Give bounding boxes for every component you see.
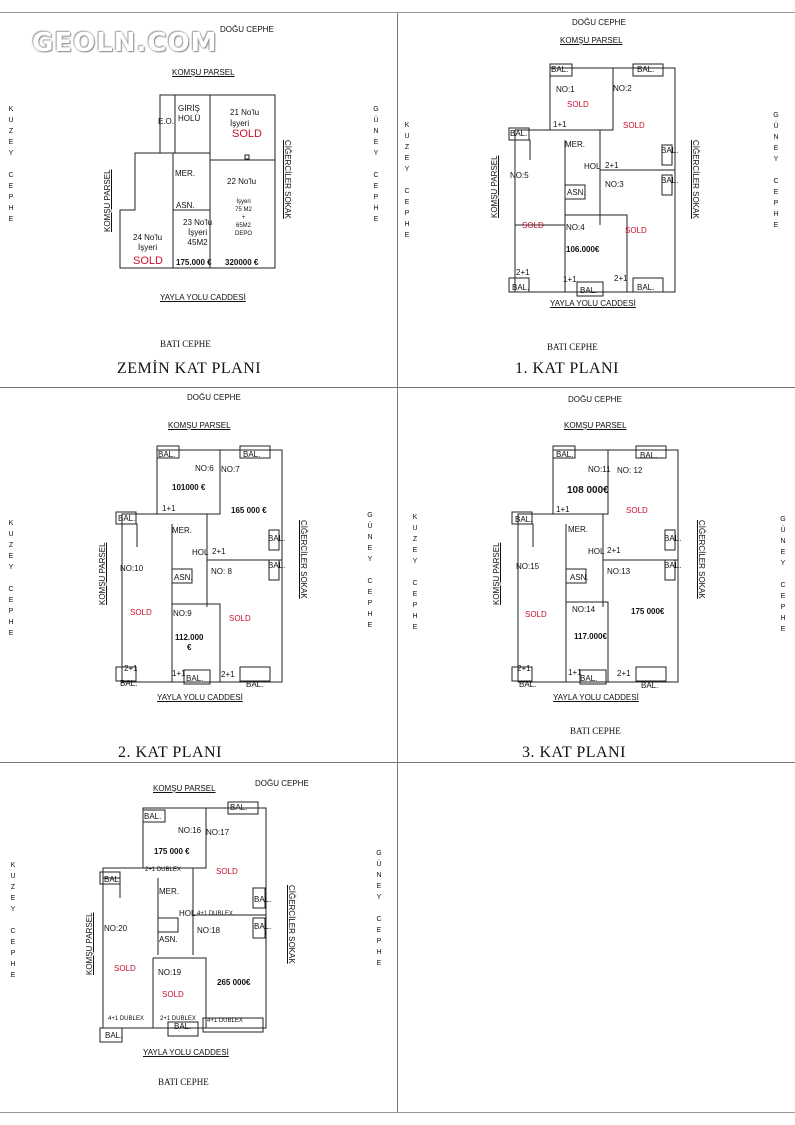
meter-label: MER. — [172, 526, 192, 535]
balcony-label: BAL. — [637, 65, 655, 74]
room-type-label: 1+1 — [563, 275, 577, 284]
west-label: BATI CEPHE — [547, 342, 598, 352]
duplex-type-label: 2+1 DUBLEX — [145, 867, 181, 873]
west-label: BATI CEPHE — [158, 1077, 209, 1087]
room-type-label: 2+1 — [614, 274, 628, 283]
balcony-label: BAL. — [580, 674, 598, 683]
unit8-label: NO: 8 — [211, 567, 232, 576]
unit22-detail: İşyeri 75 M2 + 65M2 DEPO — [235, 199, 253, 237]
room-type-label: 2+1 — [516, 268, 530, 277]
room-type-label: 2+1 — [212, 547, 226, 556]
balcony-label: BAL. — [661, 176, 679, 185]
balcony-label: BAL. — [640, 451, 658, 460]
unit9-label: NO:9 — [173, 609, 192, 618]
unit10-status: SOLD — [130, 608, 152, 617]
balcony-label: BAL. — [268, 534, 286, 543]
elevator-label: ASN. — [567, 188, 586, 197]
room-type-label: 2+1 — [617, 669, 631, 678]
street-label: YAYLA YOLU CADDESİ — [550, 299, 636, 308]
neighbor-side-label: KOMŞU PARSEL — [98, 542, 107, 605]
unit3-label: NO:3 — [605, 180, 624, 189]
east-label: DOĞU CEPHE — [568, 395, 622, 404]
unit24-label: 24 No'lu İşyeri — [133, 233, 163, 252]
unit4-label: NO:4 — [566, 223, 585, 232]
unit16-price: 175 000 € — [154, 847, 190, 856]
unit17-status: SOLD — [216, 867, 238, 876]
unit10-label: NO:10 — [120, 564, 144, 573]
street-label: YAYLA YOLU CADDESİ — [157, 693, 243, 702]
north-side-label: K U Z E Y C E P H E — [8, 520, 14, 637]
north-side-label: K U Z E Y C E P H E — [412, 514, 418, 631]
room-type-label: 1+1 — [568, 668, 582, 677]
unit14-price: 117.000€ — [574, 632, 607, 641]
floor1-plan — [505, 60, 685, 300]
balcony-label: BAL. — [186, 674, 204, 683]
room-type-label: 1+1 — [553, 120, 567, 129]
south-side-label: G Ü N E Y C E P H E — [367, 512, 373, 629]
balcony-label: BAL. — [515, 515, 533, 524]
balcony-label: BAL. — [158, 450, 176, 459]
south-side-label: G Ü N E Y C E P H E — [373, 106, 379, 223]
hall-label: HOL — [192, 548, 209, 557]
unit2-status: SOLD — [623, 121, 645, 130]
unit5-status: SOLD — [522, 221, 544, 230]
balcony-label: BAL. — [510, 129, 528, 138]
room-type-label: 2+1 — [221, 670, 235, 679]
room-type-label: 2+1 — [517, 664, 531, 673]
grid-divider — [0, 387, 795, 388]
neighbor-label: KOMŞU PARSEL — [560, 36, 623, 45]
unit16-label: NO:16 — [178, 826, 202, 835]
room-type-label: 2+1 — [607, 546, 621, 555]
unit5-label: NO:5 — [510, 171, 529, 180]
hall-label: HOL — [588, 547, 605, 556]
street-side-label: CİĞERCİLER SOKAK — [287, 885, 296, 964]
unit11-label: NO:11 — [588, 465, 611, 474]
room-type-label: 2+1 — [124, 664, 138, 673]
room-type-label: 1+1 — [556, 505, 570, 514]
balcony-label: BAL. — [664, 561, 682, 570]
plan-title: 1. KAT PLANI — [515, 360, 619, 377]
unit20-status: SOLD — [114, 964, 136, 973]
duplex-type-label: 2+1 DUBLEX — [160, 1016, 196, 1022]
balcony-label: BAL. — [556, 450, 574, 459]
balcony-label: BAL. — [104, 875, 122, 884]
unit4-price: 106.000€ — [566, 245, 600, 254]
plan-title: 3. KAT PLANI — [522, 744, 626, 761]
balcony-label: BAL. — [551, 65, 569, 74]
plan-title: ZEMİN KAT PLANI — [117, 360, 262, 377]
unit23-price: 175.000 € — [176, 258, 212, 267]
unit20-label: NO:20 — [104, 924, 128, 933]
elevator-label: ASN. — [176, 201, 195, 210]
unit12-status: SOLD — [626, 506, 648, 515]
east-label: DOĞU CEPHE — [187, 393, 241, 402]
balcony-label: BAL. — [580, 286, 598, 295]
meter-label: MER. — [159, 887, 179, 896]
balcony-label: BAL. — [254, 895, 272, 904]
floor4-plan — [98, 800, 278, 1045]
unit21-label: 21 No'lu İşyeri — [230, 108, 260, 128]
unit24-status: SOLD — [133, 255, 163, 267]
unit22-label: 22 No'lu — [227, 177, 257, 186]
unit21-status: SOLD — [232, 128, 262, 140]
grid-divider — [397, 12, 398, 1112]
unit15-label: NO:15 — [516, 562, 540, 571]
balcony-label: BAL. — [105, 1031, 123, 1040]
neighbor-label: KOMŞU PARSEL — [168, 421, 231, 430]
unit19-label: NO:19 — [158, 968, 182, 977]
north-side-label: K U Z E Y C E P H E — [404, 122, 410, 239]
balcony-label: BAL. — [268, 561, 286, 570]
street-label: YAYLA YOLU CADDESİ — [160, 293, 246, 302]
street-side-label: CİĞERCİLER SOKAK — [283, 140, 292, 219]
unit7-label: NO:7 — [221, 465, 240, 474]
street-side-label: CİĞERCİLER SOKAK — [697, 520, 706, 599]
unit15-status: SOLD — [525, 610, 547, 619]
hall-label: HOL — [179, 909, 196, 918]
unit22-price: 320000 € — [225, 258, 259, 267]
grid-divider — [0, 762, 795, 763]
grid-divider — [0, 12, 795, 13]
balcony-label: BAL. — [661, 146, 679, 155]
balcony-label: BAL. — [230, 803, 248, 812]
street-label: YAYLA YOLU CADDESİ — [143, 1048, 229, 1057]
unit6-price: 101000 € — [172, 483, 206, 492]
south-side-label: G Ü N E Y C E P H E — [376, 850, 382, 967]
balcony-label: BAL. — [519, 680, 537, 689]
neighbor-side-label: KOMŞU PARSEL — [85, 912, 94, 975]
neighbor-label: KOMŞU PARSEL — [172, 68, 235, 77]
duplex-type-label: 4+1 DUBLEX — [197, 911, 233, 917]
unit19-status: SOLD — [162, 990, 184, 999]
balcony-label: BAL. — [174, 1022, 192, 1031]
room-type-label: 1+1 — [172, 669, 186, 678]
south-side-label: G Ü N E Y C E P H E — [773, 112, 779, 229]
unit6-label: NO:6 — [195, 464, 214, 473]
unit14-label: NO:14 — [572, 605, 596, 614]
elevator-label: ASN. — [159, 935, 178, 944]
neighbor-label: KOMŞU PARSEL — [153, 784, 216, 793]
east-label: DOĞU CEPHE — [572, 18, 626, 27]
unit12-label: NO: 12 — [617, 466, 643, 475]
neighbor-label: KOMŞU PARSEL — [564, 421, 627, 430]
unit18-price: 265 000€ — [217, 978, 251, 987]
balcony-label: BAL. — [637, 283, 655, 292]
duplex-type-label: 4+1 DUBLEX — [108, 1016, 144, 1022]
unit1-label: NO:1 — [556, 85, 575, 94]
unit1-status: SOLD — [567, 100, 589, 109]
unit23-label: 23 No'lu İşyeri 45M2 — [183, 218, 213, 247]
unit11-price: 108 000€ — [567, 485, 609, 496]
neighbor-side-label: KOMŞU PARSEL — [103, 169, 112, 232]
street-label: YAYLA YOLU CADDESİ — [553, 693, 639, 702]
hall-label: HOL — [584, 162, 601, 171]
west-label: BATI CEPHE — [160, 339, 211, 349]
unit18-label: NO:18 — [197, 926, 221, 935]
balcony-label: BAL. — [664, 534, 682, 543]
unit9-price: 112.000 € — [175, 633, 204, 652]
street-side-label: CİĞERCİLER SOKAK — [691, 140, 700, 219]
unit8-status: SOLD — [229, 614, 251, 623]
balcony-label: BAL. — [512, 283, 530, 292]
elevator-label: ASN. — [174, 573, 193, 582]
entrance-hall-label: GİRİŞ HOLÜ — [178, 104, 201, 123]
street-side-label: CİĞERCİLER SOKAK — [299, 520, 308, 599]
meter-label: MER. — [175, 169, 195, 178]
unit3-status: SOLD — [625, 226, 647, 235]
meter-label: MER. — [565, 140, 585, 149]
south-side-label: G Ü N E Y C E P H E — [780, 516, 786, 633]
balcony-label: BAL. — [641, 681, 659, 690]
unit13-label: NO:13 — [607, 567, 631, 576]
duplex-type-label: 4+1 DUBLEX — [207, 1018, 243, 1024]
north-side-label: K U Z E Y C E P H E — [10, 862, 16, 979]
balcony-label: BAL. — [243, 450, 261, 459]
unit2-label: NO:2 — [613, 84, 632, 93]
north-side-label: K U Z E Y C E P H E — [8, 106, 14, 223]
unit7-price: 165 000 € — [231, 506, 267, 515]
neighbor-side-label: KOMŞU PARSEL — [492, 542, 501, 605]
watermark-logo: GEOLN.COM — [32, 28, 218, 58]
unit13-price: 175 000€ — [631, 607, 665, 616]
meter-label: MER. — [568, 525, 588, 534]
balcony-label: BAL. — [246, 680, 264, 689]
grid-divider — [0, 1112, 795, 1113]
room-type-label: 1+1 — [162, 504, 176, 513]
unit17-label: NO:17 — [206, 828, 230, 837]
room-type-label: 2+1 — [605, 161, 619, 170]
plan-title: 2. KAT PLANI — [118, 744, 222, 761]
balcony-label: BAL. — [254, 922, 272, 931]
east-label: DOĞU CEPHE — [220, 25, 274, 34]
east-label: DOĞU CEPHE — [255, 779, 309, 788]
elevator-label: ASN. — [570, 573, 589, 582]
neighbor-side-label: KOMŞU PARSEL — [490, 155, 499, 218]
eo-label: E.O. — [158, 117, 175, 126]
balcony-label: BAL. — [144, 812, 162, 821]
balcony-label: BAL. — [118, 514, 136, 523]
balcony-label: BAL. — [120, 679, 138, 688]
west-label: BATI CEPHE — [570, 726, 621, 736]
